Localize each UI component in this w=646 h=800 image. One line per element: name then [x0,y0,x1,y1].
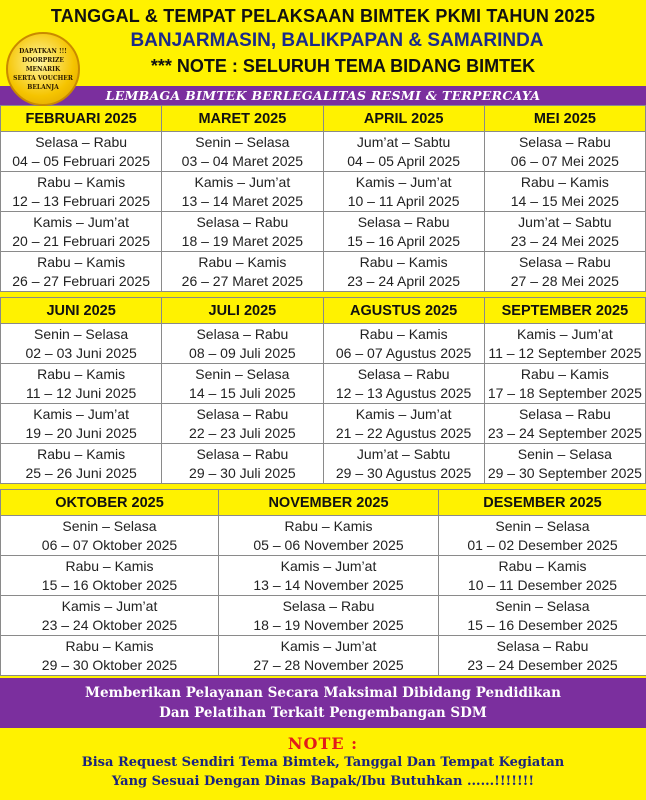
schedule-cell: Kamis – Jum’at 13 – 14 Maret 2025 [162,172,323,212]
schedule-table-feb-mei [0,105,646,292]
schedule-cell: Kamis – Jum’at 27 – 28 November 2025 [219,636,439,676]
schedule-cell: Selasa – Rabu 27 – 28 Mei 2025 [484,252,645,292]
schedule-cell: Selasa – Rabu 23 – 24 Desember 2025 [439,636,646,676]
cities-subtitle: BANJARMASIN, BALIKPAPAN & SAMARINDA [130,30,544,51]
service-line: Dan Pelatihan Terkait Pengembangan SDM [159,705,487,721]
month-header: AGUSTUS 2025 [323,298,484,324]
badge-line: MENARIK [25,65,61,73]
schedule-cell: Rabu – Kamis 25 – 26 Juni 2025 [1,444,162,484]
table-row [1,596,646,636]
month-header: JUNI 2025 [1,298,162,324]
month-header: MARET 2025 [162,106,323,132]
table-row [1,444,646,484]
service-banner [0,678,646,728]
schedule-cell: Senin – Selasa 29 – 30 September 2025 [484,444,645,484]
schedule-cell: Jum’at – Sabtu 29 – 30 Agustus 2025 [323,444,484,484]
schedule-cell: Rabu – Kamis 14 – 15 Mei 2025 [484,172,645,212]
note-label: NOTE : [287,734,359,753]
schedule-cell: Senin – Selasa 06 – 07 Oktober 2025 [1,516,219,556]
month-header: APRIL 2025 [323,106,484,132]
schedule-cell: Jum’at – Sabtu 04 – 05 April 2025 [323,132,484,172]
schedule-cell: Rabu – Kamis 23 – 24 April 2025 [323,252,484,292]
schedule-cell: Kamis – Jum’at 13 – 14 November 2025 [219,556,439,596]
table-row [1,252,646,292]
schedule-cell: Rabu – Kamis 29 – 30 Oktober 2025 [1,636,219,676]
schedule-cell: Senin – Selasa 02 – 03 Juni 2025 [1,324,162,364]
month-header: DESEMBER 2025 [439,490,646,516]
table-row [1,172,646,212]
table-row [1,364,646,404]
badge-line: DAPATKAN !!! [19,47,67,55]
table-row [1,324,646,364]
month-header: SEPTEMBER 2025 [484,298,645,324]
schedule-cell: Kamis – Jum’at 11 – 12 September 2025 [484,324,645,364]
month-header: JULI 2025 [162,298,323,324]
table-row [1,556,646,596]
schedule-cell: Senin – Selasa 15 – 16 Desember 2025 [439,596,646,636]
schedule-cell: Rabu – Kamis 06 – 07 Agustus 2025 [323,324,484,364]
month-header: NOVEMBER 2025 [219,490,439,516]
month-header: FEBRUARI 2025 [1,106,162,132]
schedule-cell: Rabu – Kamis 15 – 16 Oktober 2025 [1,556,219,596]
table-row [1,404,646,444]
note-line: Bisa Request Sendiri Tema Bimtek, Tanggal Dan Tempat Kegiatan [81,755,565,770]
schedule-cell: Rabu – Kamis 17 – 18 September 2025 [484,364,645,404]
theme-note: *** NOTE : SELURUH TEMA BIDANG BIMTEK [150,56,536,76]
service-line: Memberikan Pelayanan Secara Maksimal Dibidang Pendidikan [85,685,561,701]
doorprize-badge [6,32,80,106]
schedule-cell: Senin – Selasa 01 – 02 Desember 2025 [439,516,646,556]
schedule-cell: Rabu – Kamis 11 – 12 Juni 2025 [1,364,162,404]
schedule-cell: Selasa – Rabu 29 – 30 Juli 2025 [162,444,323,484]
badge-line: SERTA VOUCHER [13,74,73,82]
schedule-cell: Kamis – Jum’at 19 – 20 Juni 2025 [1,404,162,444]
table-row [1,636,646,676]
schedule-cell: Selasa – Rabu 15 – 16 April 2025 [323,212,484,252]
schedule-cell: Selasa – Rabu 18 – 19 November 2025 [219,596,439,636]
schedule-cell: Rabu – Kamis 12 – 13 Februari 2025 [1,172,162,212]
request-note [0,728,646,800]
schedule-cell: Kamis – Jum’at 21 – 22 Agustus 2025 [323,404,484,444]
schedule-cell: Selasa – Rabu 18 – 19 Maret 2025 [162,212,323,252]
schedule-cell: Rabu – Kamis 26 – 27 Maret 2025 [162,252,323,292]
schedule-cell: Selasa – Rabu 08 – 09 Juli 2025 [162,324,323,364]
schedule-table-okt-des [0,489,646,676]
schedule-cell: Rabu – Kamis 05 – 06 November 2025 [219,516,439,556]
schedule-cell: Rabu – Kamis 26 – 27 Februari 2025 [1,252,162,292]
month-header: OKTOBER 2025 [1,490,219,516]
schedule-cell: Jum’at – Sabtu 23 – 24 Mei 2025 [484,212,645,252]
schedule-cell: Selasa – Rabu 22 – 23 Juli 2025 [162,404,323,444]
note-line: Yang Sesuai Dengan Dinas Bapak/Ibu Butuhkan ......!!!!!!! [111,774,535,789]
page-title: TANGGAL & TEMPAT PELAKSAAN BIMTEK PKMI TAHUN 2025 [50,6,596,26]
table-row [1,212,646,252]
schedule-cell: Selasa – Rabu 12 – 13 Agustus 2025 [323,364,484,404]
table-row [1,516,646,556]
schedule-table-jun-sep [0,297,646,484]
badge-line: DOORPRIZE [22,56,64,64]
badge-line: BELANJA [27,83,59,91]
schedule-cell: Senin – Selasa 03 – 04 Maret 2025 [162,132,323,172]
schedule-cell: Rabu – Kamis 10 – 11 Desember 2025 [439,556,646,596]
schedule-cell: Senin – Selasa 14 – 15 Juli 2025 [162,364,323,404]
schedule-cell: Selasa – Rabu 23 – 24 September 2025 [484,404,645,444]
table-row [1,132,646,172]
schedule-cell: Kamis – Jum’at 20 – 21 Februari 2025 [1,212,162,252]
schedule-cell: Kamis – Jum’at 23 – 24 Oktober 2025 [1,596,219,636]
schedule-cell: Kamis – Jum’at 10 – 11 April 2025 [323,172,484,212]
month-header: MEI 2025 [484,106,645,132]
schedule-cell: Selasa – Rabu 04 – 05 Februari 2025 [1,132,162,172]
legality-banner: LEMBAGA BIMTEK BERLEGALITAS RESMI & TERPERCAYA [0,86,646,105]
schedule-cell: Selasa – Rabu 06 – 07 Mei 2025 [484,132,645,172]
header [0,0,646,86]
